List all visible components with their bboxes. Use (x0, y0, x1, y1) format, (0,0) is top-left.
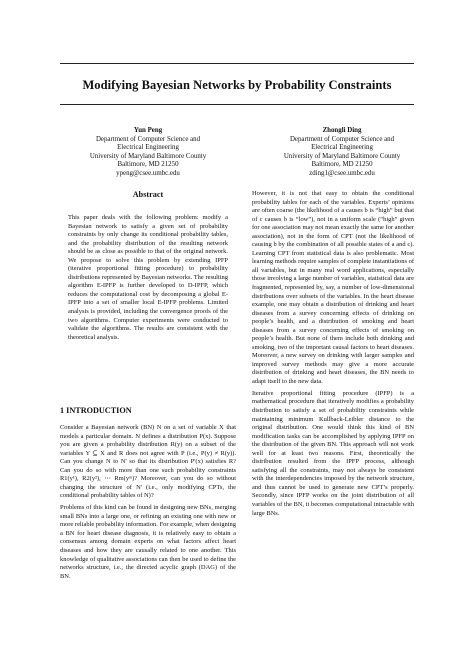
title-rule-bottom (60, 104, 414, 105)
author-name: Yun Peng (133, 127, 163, 134)
author-affiliation-line: Baltimore, MD 21250 (117, 161, 179, 169)
paragraph: Consider a Bayesian network (BN) N on a set of variable X that models a particular domain. N defines a distribution P(x). Suppose you are given a probability distribution R(y) on a subset of the variables Y ⊆ X and R does not agree with P (i.e., P(y) ≠ R(y)). Can you change N to N' so that its distribution P'(x) satisfies R? Can you do so with more than one such probability constraints R1(y¹), R2(y²), ⋯ Rm(yᵐ)? Moreover, can you do so without changing the structure of N' (i.e., only modifying CPTs, the conditional probability tables of N)? (60, 424, 236, 500)
section-heading-introduction: 1 INTRODUCTION (60, 406, 132, 415)
author-affiliation-line: Baltimore, MD 21250 (311, 161, 373, 169)
abstract-text: This paper deals with the following problem: modify a Bayesian network to satisfy a given set of probability constraints by only change its conditional probability tables, and the probability distribution of the resulting network should be as close as possible to that of the original network. We propose to solve this problem by extending IPFP (iterative proportional fitting procedure) to probability distributions represented by Bayesian networks. The resulting algorithm E-IPFP is further developed to D-IPFP, which reduces the computational cost by decomposing a global E-IPFP into a set of smaller local E-IPFP problems. Limited analysis is provided, including the convergence proofs of the two algorithms. Computer experiments were conducted to validate the algorithms. The results are consistent with the theoretical analysis. (68, 214, 228, 341)
author-affiliation-line: Electrical Engineering (117, 144, 179, 152)
introduction-body (60, 424, 236, 584)
author-block-2 (252, 127, 432, 179)
author-block-1 (58, 127, 238, 179)
abstract-heading: Abstract (132, 190, 164, 199)
paragraph: Problems of this kind can be found in designing new BNs, merging small BNs into a large one, or refining an existing one with new or more reliable probability information. For example, when designing a BN for heart disease diagnosis, it is relatively easy to obtain a consensus among domain experts on what factors affect heart diseases and how they are causally related to one another. This knowledge of qualitative associations can then be used to define the networks structure, i.e., the directed acyclic graph (DAG) of the BN. (60, 504, 236, 580)
paragraph: Iterative proportional fitting procedure (IPFP) is a mathematical procedure that iteratively modifies a probability distribution to satisfy a set of probability constraints while maintaining minimum Kullback-Leibler distance to the original distribution. One would think this kind of BN modification tasks can be accomplished by applying IPFP on the distribution of the given BN. This approach will not work well for at least two reasons. First, theoretically the distribution resulted from the IPFP process, although satisfying all the constraints, may not always be consistent with the interdependencies imposed by the network structure, and thus cannot be used to generate new CPT’s properly. Secondly, since IPFP works on the joint distribution of all variables of the BN, it becomes computational intractable with large BNs. (252, 389, 414, 517)
author-affiliation-line: Department of Computer Science and (95, 135, 201, 143)
author-affiliation-line: University of Maryland Baltimore County (283, 152, 401, 160)
author-affiliation-line: University of Maryland Baltimore County (89, 152, 207, 160)
right-column-body (252, 190, 414, 521)
paragraph: However, it is not that easy to obtain the conditional probability tables for each of the variables. Experts’ opinions are often coarse (the likelihood of a causes b is “high” but that of c causes b is “low”), not in a uniform scale (“high” given for one association may not mean exactly the same for another association), not in the form of CPT (not the likelihood of causing b by the combination of all possible states of a and c). Learning CPT from statistical data is also problematic. Most learning methods require samples of complete instantiations of all variables, but in many real word applications, especially those involving a large number of variables, statistical data are fragmented, represented by, say, a number of low-dimensional distributions over subsets of the variables. In the heart disease example, one may obtain a distribution of drinking and heart diseases from a survey concerning effects of drinking on people’s health, and a distribution of smoking and heart diseases from a survey concerning effects of smoking on people’s health. But none of them include both drinking and smoking, two of the important causal factors to heart diseases. Moreover, a new survey on drinking with larger samples and improved survey methods may give a more accurate distribution of drinking and heart diseases, the BN needs to adapt itself to the new data. (252, 190, 414, 386)
author-name: Zhongli Ding (322, 127, 362, 134)
author-email: zding1@csee.umbc.edu (309, 169, 375, 177)
paper-title: Modifying Bayesian Networks by Probability Constraints (82, 78, 392, 92)
title-rule-top (60, 63, 414, 64)
author-affiliation-line: Electrical Engineering (311, 144, 373, 152)
author-email: ypeng@csee.umbc.edu (116, 169, 180, 177)
author-affiliation-line: Department of Computer Science and (289, 135, 395, 143)
